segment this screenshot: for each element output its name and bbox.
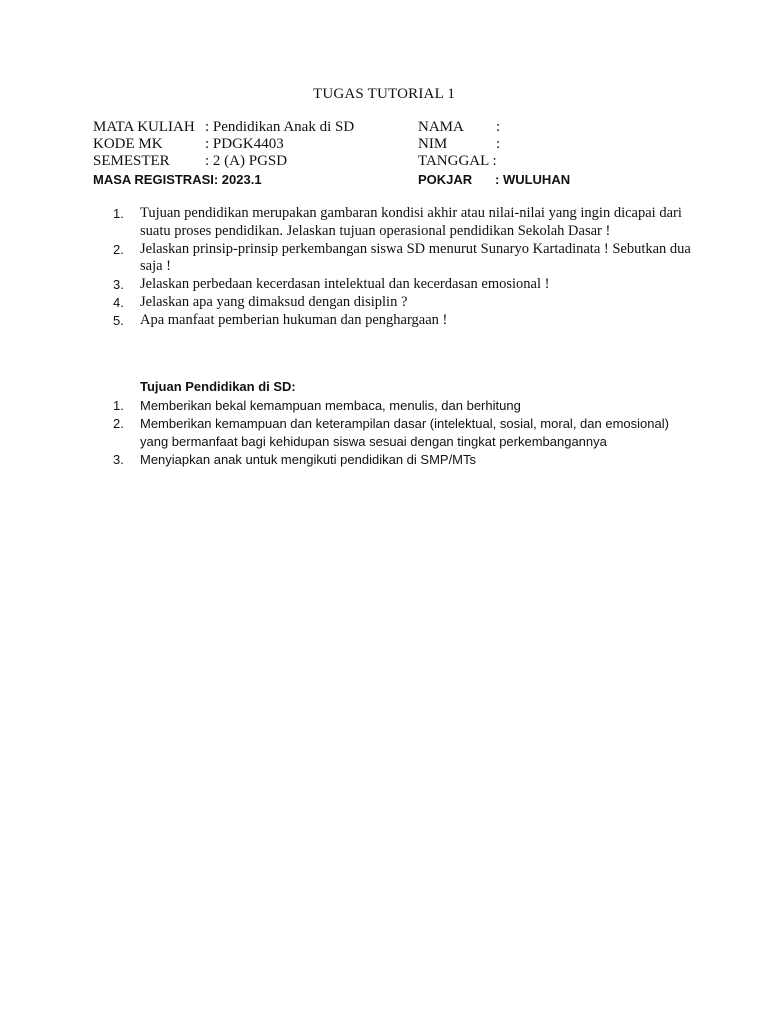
- pokjar-value: : WULUHAN: [495, 172, 571, 187]
- question-number: 3.: [113, 277, 124, 292]
- answer-number: 1.: [113, 398, 124, 413]
- nama-value: :: [496, 119, 501, 135]
- header-row-kode-mk: [93, 135, 693, 153]
- document-title: TUGAS TUTORIAL 1: [312, 86, 456, 102]
- nim-label: NIM: [418, 136, 448, 152]
- question-number: 2.: [113, 241, 124, 257]
- question-text: Jelaskan apa yang dimaksud dengan disiplin ?: [140, 294, 408, 310]
- question-text: Tujuan pendidikan merupakan gambaran kondisi akhir atau nilai-nilai yang ingin dicapai dari suatu proses pendidikan. Jelaskan tujuan operasional pendidikan Sekolah Dasar !: [140, 205, 682, 239]
- answer-number: 2.: [113, 416, 124, 431]
- semester-value: : 2 (A) PGSD: [205, 153, 288, 169]
- semester-label: SEMESTER: [93, 153, 170, 169]
- nama-label: NAMA: [418, 119, 464, 135]
- question-text: Jelaskan prinsip-prinsip perkembangan siswa SD menurut Sunaryo Kartadinata ! Sebutkan dua saja !: [140, 240, 691, 274]
- header-row-semester: [93, 152, 693, 170]
- question-number: 4.: [113, 295, 124, 310]
- list-item: [113, 451, 673, 469]
- header-row-mata-kuliah: [93, 118, 693, 136]
- masa-registrasi: MASA REGISTRASI: 2023.1: [93, 172, 262, 187]
- list-item: [113, 415, 673, 450]
- answer-title: Tujuan Pendidikan di SD:: [140, 379, 296, 394]
- mata-kuliah-label: MATA KULIAH: [93, 119, 195, 135]
- list-item: [113, 294, 713, 312]
- question-list: [113, 205, 713, 330]
- question-number: 5.: [113, 313, 124, 328]
- answer-text: Memberikan bekal kemampuan membaca, menulis, dan berhitung: [140, 398, 521, 413]
- tanggal-label: TANGGAL :: [418, 153, 497, 169]
- list-item: [113, 276, 713, 294]
- kode-mk-value: : PDGK4403: [205, 136, 284, 152]
- answer-text: Memberikan kemampuan dan keterampilan dasar (intelektual, sosial, moral, dan emosional) yang bermanfaat bagi kehidupan siswa sesuai dengan tingkat perkembangannya: [140, 416, 669, 449]
- kode-mk-label: KODE MK: [93, 136, 163, 152]
- list-item: [113, 312, 713, 330]
- header-row-masa-registrasi: [93, 171, 693, 189]
- nim-value: :: [496, 136, 501, 152]
- answer-list: [113, 397, 673, 469]
- pokjar-label: POKJAR: [418, 172, 473, 187]
- question-number: 1.: [113, 206, 124, 221]
- mata-kuliah-value: : Pendidikan Anak di SD: [205, 119, 355, 135]
- answer-number: 3.: [113, 451, 124, 467]
- question-text: Jelaskan perbedaan kecerdasan intelektual dan kecerdasan emosional !: [140, 276, 550, 292]
- answer-text: Menyiapkan anak untuk mengikuti pendidikan di SMP/MTs: [140, 451, 477, 467]
- question-text: Apa manfaat pemberian hukuman dan penghargaan !: [140, 312, 448, 328]
- list-item: [113, 241, 713, 276]
- list-item: [113, 205, 713, 240]
- list-item: [113, 397, 673, 415]
